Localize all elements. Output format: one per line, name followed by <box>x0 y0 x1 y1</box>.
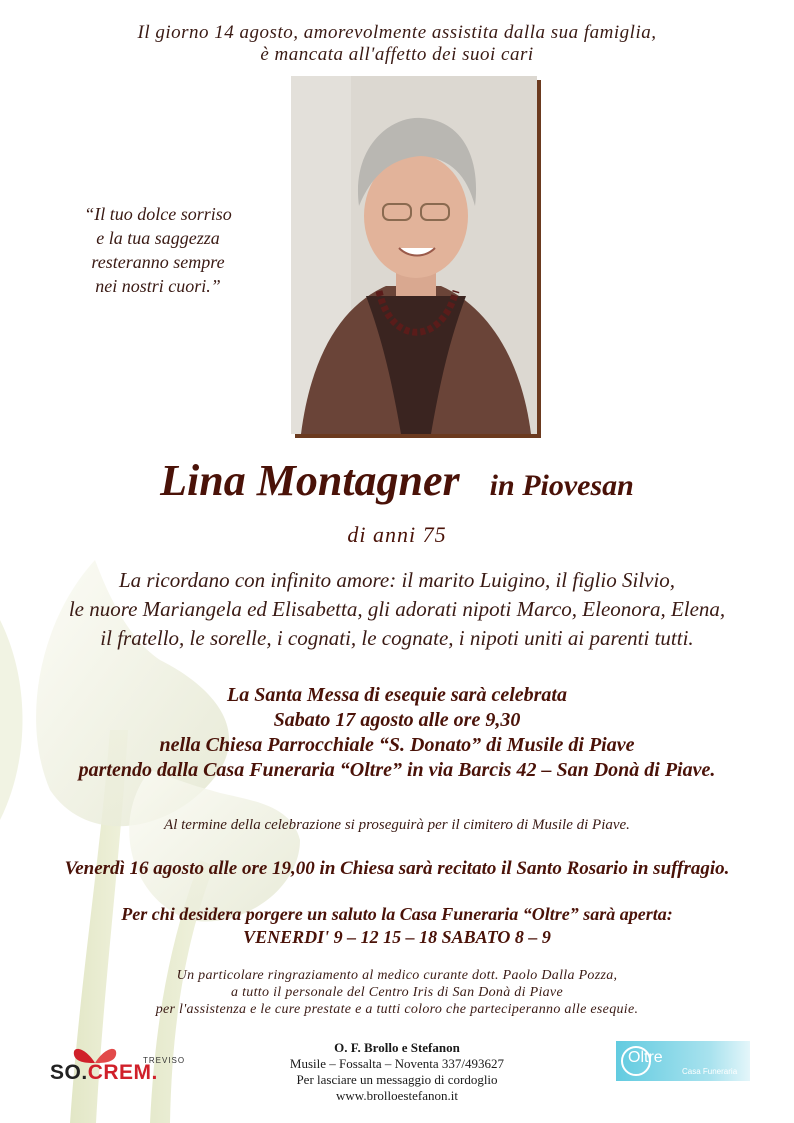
mass-line: La Santa Messa di esequie sarà celebrata <box>227 684 567 706</box>
socrem-suffix: CREM. <box>87 1061 158 1084</box>
rosary-note: Venerdì 16 agosto alle ore 19,00 in Chiesa sarà recitato il Santo Rosario in suffragio. <box>64 858 730 879</box>
socrem-name <box>50 1061 158 1085</box>
deceased-married-name: in Piovesan <box>489 469 634 502</box>
header-line-1: Il giorno 14 agosto, amorevolmente assistita dalla sua famiglia, <box>137 22 657 43</box>
deceased-name-line <box>0 455 794 506</box>
visiting-hours <box>0 903 794 949</box>
agency-website[interactable]: www.brolloestefanon.it <box>336 1088 458 1103</box>
cemetery-note: Al termine della celebrazione si proseguirà per il cimitero di Musile di Piave. <box>164 817 630 833</box>
quote-line: resteranno sempre <box>91 252 225 272</box>
family-line: il fratello, le sorelle, i cognati, le cognate, i nipoti uniti ai parenti tutti. <box>100 626 694 650</box>
memorial-quote <box>60 202 256 298</box>
deceased-age: di anni 75 <box>347 522 447 547</box>
funeral-mass-details <box>0 683 794 783</box>
oltre-word: Oltre <box>628 1049 663 1066</box>
announcement-header <box>0 22 794 66</box>
thanks-line: per l'assistenza e le cure prestate e a tutti coloro che parteciperanno alle esequie. <box>155 1002 639 1017</box>
oltre-logo <box>616 1041 750 1081</box>
deceased-name: Lina Montagner <box>160 456 460 505</box>
portrait-illustration <box>291 76 537 434</box>
family-line: le nuore Mariangela ed Elisabetta, gli adorati nipoti Marco, Eleonora, Elena, <box>68 597 726 621</box>
socrem-city: TREVISO <box>143 1056 186 1065</box>
agency-locations: Musile – Fossalta – Noventa 337/493627 <box>289 1056 505 1071</box>
family-paragraph <box>0 566 794 653</box>
visit-line-2: VENERDI' 9 – 12 15 – 18 SABATO 8 – 9 <box>243 927 551 947</box>
socrem-logo <box>48 1043 193 1088</box>
thanks-paragraph <box>0 967 794 1018</box>
quote-line: e la tua saggezza <box>96 228 220 248</box>
quote-line: nei nostri cuori.” <box>95 276 221 296</box>
thanks-line: a tutto il personale del Centro Iris di San Donà di Piave <box>231 985 563 1000</box>
oltre-subtitle: Casa Funeraria <box>682 1067 738 1076</box>
agency-message: Per lasciare un messaggio di cordoglio <box>296 1072 498 1087</box>
family-line: La ricordano con infinito amore: il marito Luigino, il figlio Silvio, <box>118 568 676 592</box>
visit-line-1: Per chi desidera porgere un saluto la Casa Funeraria “Oltre” sarà aperta: <box>121 904 673 924</box>
mass-line: partendo dalla Casa Funeraria “Oltre” in via Barcis 42 – San Donà di Piave. <box>78 759 716 781</box>
portrait-photo <box>291 76 537 434</box>
mass-line: Sabato 17 agosto alle ore 9,30 <box>273 709 521 731</box>
quote-line: “Il tuo dolce sorriso <box>84 204 232 224</box>
thanks-line: Un particolare ringraziamento al medico curante dott. Paolo Dalla Pozza, <box>176 968 618 983</box>
mass-line: nella Chiesa Parrocchiale “S. Donato” di Musile di Piave <box>159 734 635 756</box>
agency-name: O. F. Brollo e Stefanon <box>334 1040 460 1055</box>
socrem-prefix: SO. <box>50 1061 88 1084</box>
header-line-2: è mancata all'affetto dei suoi cari <box>260 44 534 65</box>
